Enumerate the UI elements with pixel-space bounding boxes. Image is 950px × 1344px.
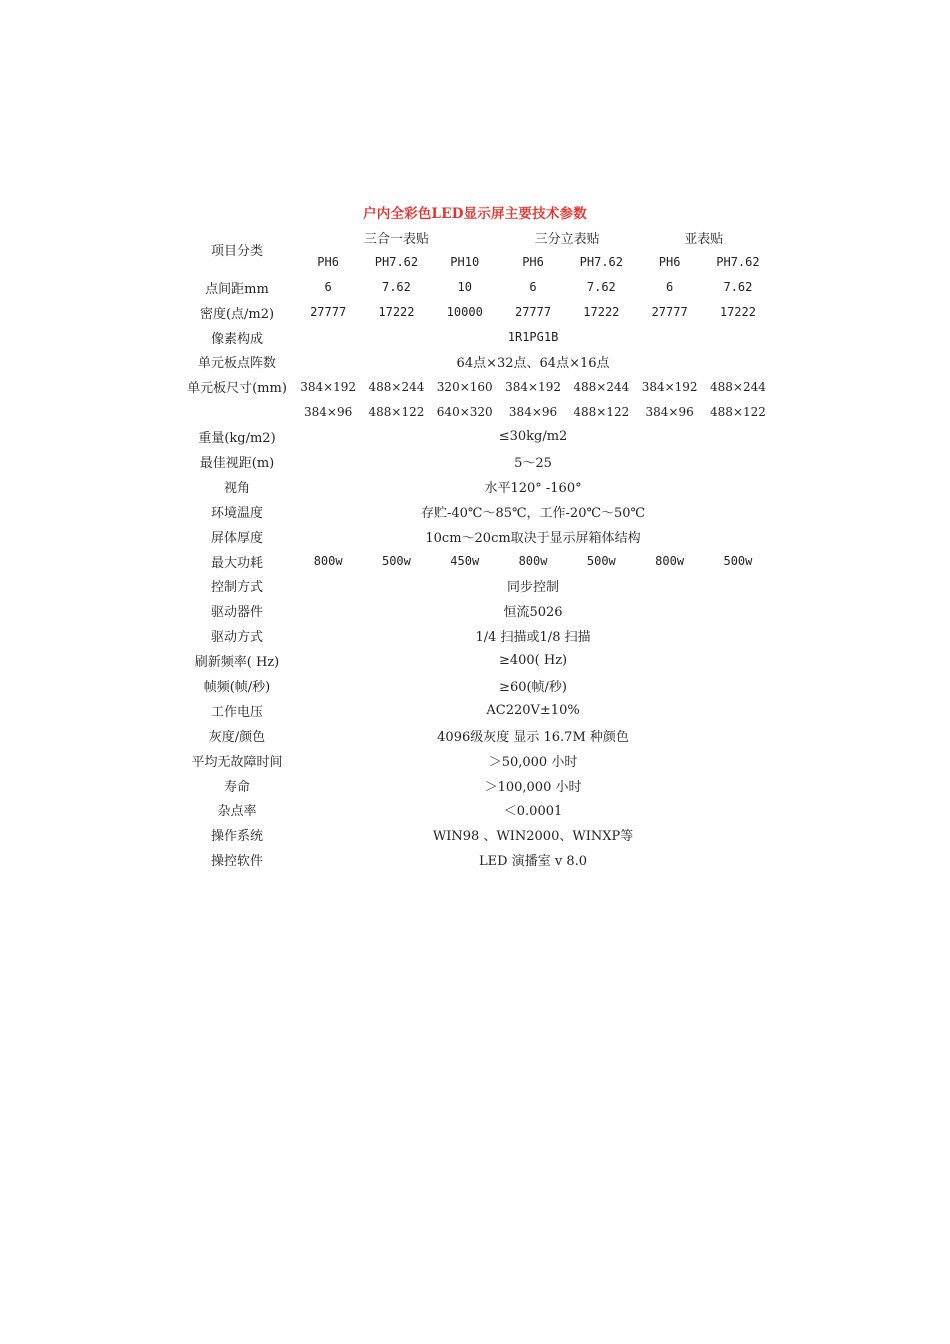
table-row xyxy=(180,648,772,673)
row-label: 重量(kg/m2) xyxy=(198,431,276,447)
table-cell: 4096级灰度 显示 16.7M 种颜色 xyxy=(437,729,629,745)
item-category-label: 项目分类 xyxy=(210,244,263,260)
row-label: 杂点率 xyxy=(217,804,257,820)
table-cell: 488×122 xyxy=(709,404,766,419)
table-cell: 384×96 xyxy=(645,404,694,419)
table-row xyxy=(180,399,772,424)
row-label: 寿命 xyxy=(223,779,250,795)
model-header: PH7.62 xyxy=(374,255,419,270)
table-cell: 7.62 xyxy=(381,280,411,295)
table-cell: 488×244 xyxy=(573,379,630,394)
table-cell: 6 xyxy=(324,280,332,295)
table-cell: ＜0.0001 xyxy=(503,804,563,820)
table-row xyxy=(180,797,772,822)
table-row xyxy=(180,623,772,648)
table-cell: 17222 xyxy=(719,305,756,320)
row-label: 最大功耗 xyxy=(210,555,263,571)
table-row xyxy=(180,822,772,847)
row-label: 点间距mm xyxy=(205,281,269,297)
table-cell: 450w xyxy=(450,554,480,569)
table-cell: ≥400( Hz) xyxy=(498,653,568,669)
row-label: 像素构成 xyxy=(210,331,263,347)
table-cell: 800w xyxy=(313,554,343,569)
table-cell: 800w xyxy=(655,554,685,569)
table-row xyxy=(180,474,772,499)
row-label: 驱动方式 xyxy=(210,630,263,646)
row-label: 驱动器件 xyxy=(210,605,263,621)
table-row xyxy=(180,698,772,723)
table-cell: 水平120° -160° xyxy=(484,480,582,496)
row-label-empty xyxy=(180,399,294,424)
table-cell: 10 xyxy=(457,280,472,295)
table-cell: 17222 xyxy=(378,305,415,320)
table-cell: 488×244 xyxy=(709,379,766,394)
table-cell: 384×192 xyxy=(300,379,357,394)
table-cell: ≤30kg/m2 xyxy=(498,429,568,445)
table-cell: 488×244 xyxy=(368,379,425,394)
group-header: 三合一表贴 xyxy=(363,231,429,247)
row-label: 平均无故障时间 xyxy=(191,754,283,770)
group-header: 亚表贴 xyxy=(684,231,724,247)
model-header: PH6 xyxy=(317,255,339,270)
table-row xyxy=(180,773,772,798)
table-row xyxy=(180,449,772,474)
table-row xyxy=(180,499,772,524)
table-row xyxy=(180,598,772,623)
table-cell: 1/4 扫描或1/8 扫描 xyxy=(475,630,591,646)
table-cell: 27777 xyxy=(514,305,552,320)
row-label: 屏体厚度 xyxy=(210,530,263,546)
table-row xyxy=(180,524,772,549)
table-cell: LED 演播室 v 8.0 xyxy=(479,854,588,870)
table-row xyxy=(180,748,772,773)
model-header: PH7.62 xyxy=(579,255,624,270)
table-row xyxy=(180,847,772,872)
row-label: 密度(点/m2) xyxy=(199,306,275,322)
table-cell: 17222 xyxy=(583,305,620,320)
row-label: 帧频(帧/秒) xyxy=(203,679,271,695)
model-header: PH6 xyxy=(658,255,681,270)
table-row xyxy=(180,424,772,449)
spec-table xyxy=(180,225,772,872)
table-cell: 10cm～20cm取决于显示屏箱体结构 xyxy=(425,530,641,546)
model-header: PH6 xyxy=(522,255,544,270)
row-label: 操作系统 xyxy=(210,829,263,845)
model-header: PH7.62 xyxy=(716,255,760,270)
table-cell: 27777 xyxy=(651,305,688,320)
row-label: 控制方式 xyxy=(210,580,263,596)
row-label: 工作电压 xyxy=(210,704,263,720)
table-cell: 6 xyxy=(666,280,674,295)
row-label: 刷新频率( Hz) xyxy=(194,655,280,671)
table-cell: 6 xyxy=(529,280,537,295)
table-row xyxy=(180,374,772,399)
document-title: 户内全彩色LED显示屏主要技术参数 xyxy=(363,206,587,222)
table-cell: 500w xyxy=(381,554,411,569)
table-cell: 488×122 xyxy=(368,404,425,419)
table-cell: 恒流5026 xyxy=(503,605,563,621)
table-row xyxy=(180,300,772,325)
table-cell: AC220V±10% xyxy=(486,702,580,718)
header-row-groups xyxy=(180,225,772,250)
table-cell: 同步控制 xyxy=(507,580,560,596)
table-cell: 500w xyxy=(723,554,753,569)
model-header: PH10 xyxy=(450,255,480,270)
table-cell: 640×320 xyxy=(436,404,493,419)
table-row xyxy=(180,573,772,598)
table-row xyxy=(180,275,772,300)
table-cell: 27777 xyxy=(310,305,347,320)
table-row xyxy=(180,349,772,374)
table-cell: 500w xyxy=(586,554,616,569)
table-cell: 384×192 xyxy=(641,379,698,394)
table-cell: ≥60(帧/秒) xyxy=(499,679,568,695)
table-cell: 320×160 xyxy=(436,379,493,394)
table-cell: WIN98 、WIN2000、WINXP等 xyxy=(432,829,634,845)
row-label: 环境温度 xyxy=(210,505,263,521)
table-row xyxy=(180,673,772,698)
table-cell: 10000 xyxy=(446,305,483,320)
table-row xyxy=(180,549,772,574)
table-cell: 1R1PG1B xyxy=(507,330,559,344)
table-cell: ＞50,000 小时 xyxy=(488,754,578,770)
table-cell: 7.62 xyxy=(586,280,616,295)
row-label: 单元板点阵数 xyxy=(197,356,276,372)
table-cell: 800w xyxy=(518,554,548,569)
table-cell: 384×96 xyxy=(508,404,558,419)
table-cell: 存贮-40℃～85℃，工作-20℃～50℃ xyxy=(420,505,646,521)
row-label: 灰度/颜色 xyxy=(208,729,266,745)
table-row xyxy=(180,723,772,748)
table-row xyxy=(180,325,772,350)
row-label: 视角 xyxy=(223,480,250,496)
group-header: 三分立表贴 xyxy=(534,231,600,247)
table-cell: 384×192 xyxy=(505,379,561,394)
table-cell: ＞100,000 小时 xyxy=(484,779,582,795)
table-cell: 7.62 xyxy=(723,280,753,295)
table-cell: 64点×32点、64点×16点 xyxy=(456,356,610,372)
row-label: 操控软件 xyxy=(210,854,263,870)
table-cell: 488×122 xyxy=(573,404,630,419)
row-label: 单元板尺寸(mm) xyxy=(187,381,287,397)
table-cell: 384×96 xyxy=(304,404,353,419)
row-label: 最佳视距(m) xyxy=(199,455,275,471)
table-cell: 5～25 xyxy=(514,455,552,471)
